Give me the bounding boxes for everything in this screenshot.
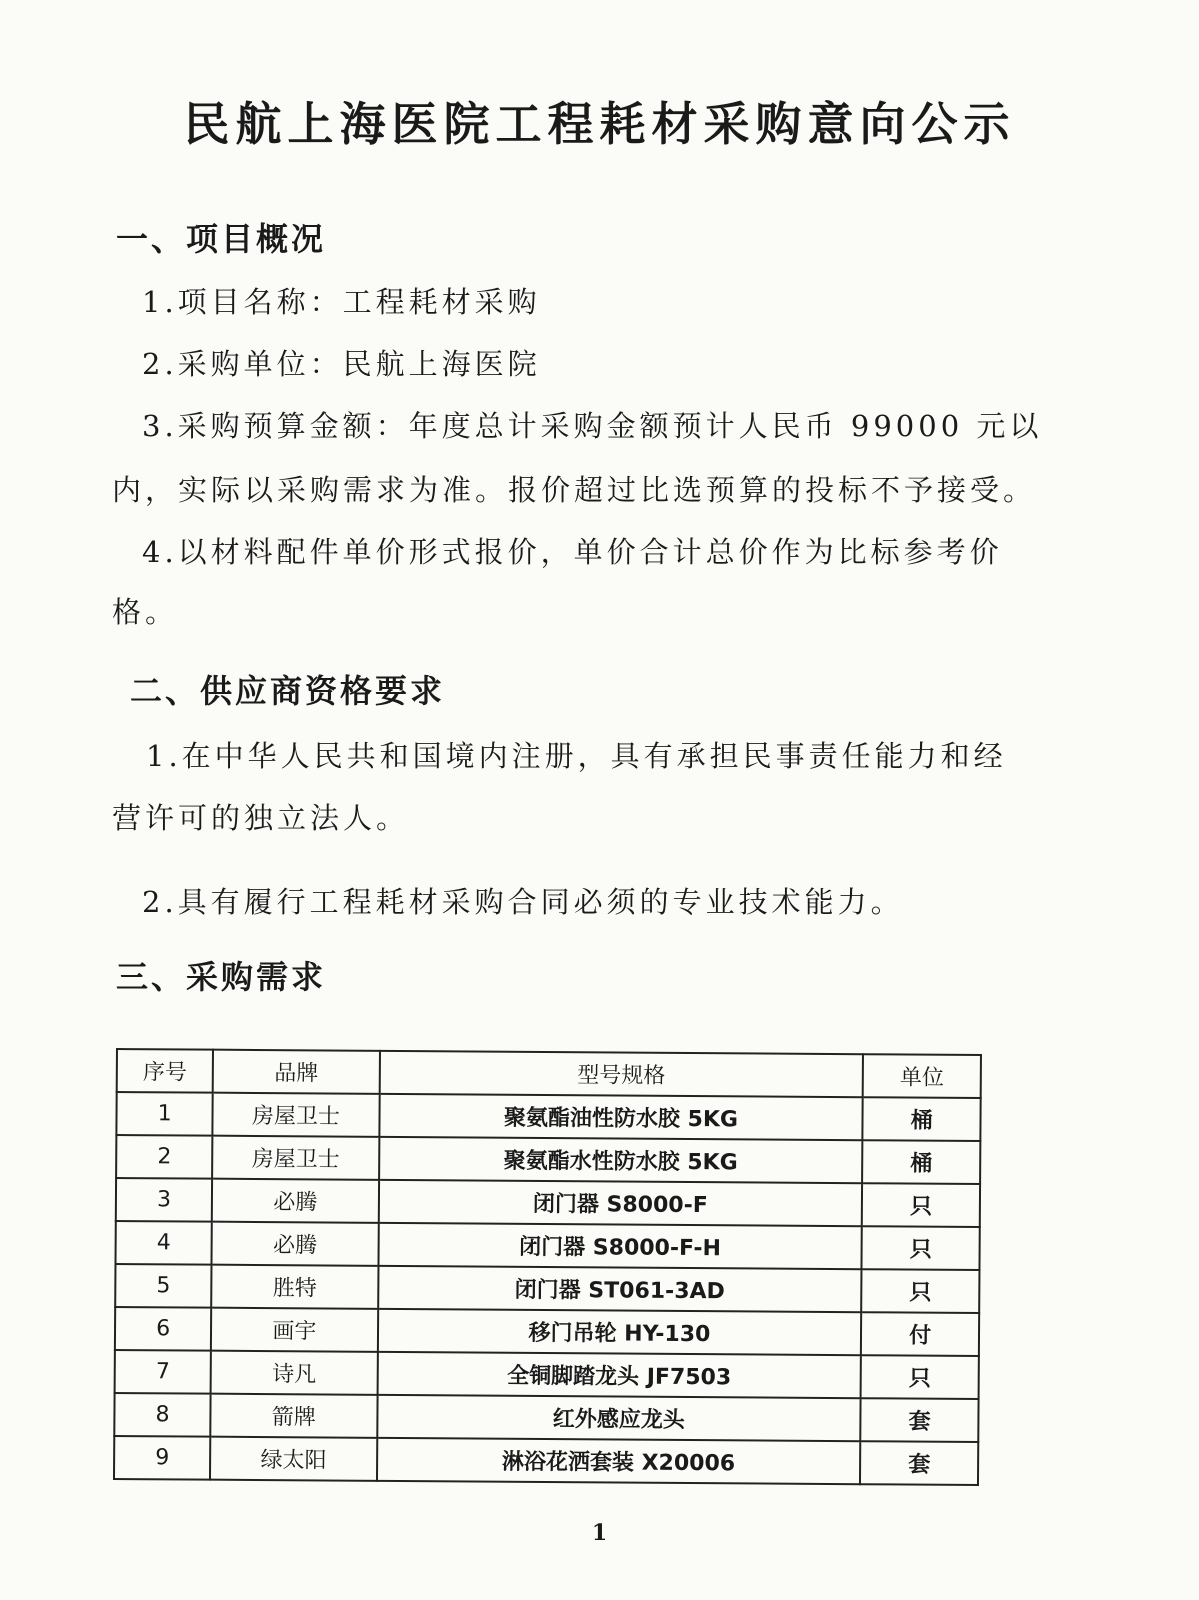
table-row [114, 1436, 978, 1485]
cell-no: 2 [116, 1135, 213, 1179]
table-row [115, 1307, 979, 1356]
col-header-unit: 单位 [863, 1054, 981, 1098]
table-row [116, 1135, 980, 1184]
budget-line2: 内，实际以采购需求为准。报价超过比选预算的投标不予接受。 [112, 473, 1037, 507]
cell-unit: 只 [861, 1355, 979, 1399]
qualification-2: 2.具有履行工程耗材采购合同必须的专业技术能力。 [142, 885, 904, 919]
budget-line1: 3.采购预算金额：年度总计采购金额预计人民币 99000 元以 [142, 409, 1043, 443]
section1-heading: 一、项目概况 [116, 220, 327, 258]
cell-spec: 闭门器 ST061-3AD [378, 1266, 862, 1312]
cell-unit: 桶 [863, 1097, 981, 1141]
table-row [114, 1393, 978, 1442]
cell-unit: 只 [862, 1183, 980, 1227]
cell-spec: 全铜脚踏龙头 JF7503 [377, 1352, 861, 1398]
cell-spec: 聚氨酯油性防水胶 5KG [379, 1094, 863, 1140]
cell-spec: 移门吊轮 HY-130 [377, 1309, 861, 1355]
cell-brand: 房屋卫士 [213, 1093, 380, 1137]
cell-spec: 闭门器 S8000-F-H [378, 1223, 862, 1269]
quote-line1: 4.以材料配件单价形式报价，单价合计总价作为比标参考价 [142, 535, 1003, 569]
cell-brand: 胜特 [211, 1265, 378, 1309]
cell-unit: 套 [860, 1441, 978, 1485]
cell-no: 9 [114, 1436, 211, 1480]
cell-no: 1 [116, 1092, 213, 1136]
col-header-brand: 品牌 [213, 1050, 380, 1094]
col-header-spec: 型号规格 [379, 1051, 863, 1097]
cell-brand: 必腾 [212, 1179, 379, 1223]
col-header-no: 序号 [117, 1049, 214, 1093]
cell-brand: 必腾 [212, 1222, 379, 1266]
cell-no: 8 [114, 1393, 211, 1437]
table-header-row [117, 1049, 981, 1098]
page-title: 民航上海医院工程耗材采购意向公示 [183, 97, 1016, 151]
requirements-table [113, 1048, 982, 1486]
cell-brand: 诗凡 [211, 1351, 378, 1395]
cell-spec: 红外感应龙头 [377, 1395, 861, 1441]
cell-no: 7 [115, 1350, 212, 1394]
table-row [116, 1178, 980, 1227]
cell-spec: 聚氨酯水性防水胶 5KG [379, 1137, 863, 1183]
project-name: 1.项目名称：工程耗材采购 [142, 285, 541, 319]
purchasing-unit: 2.采购单位：民航上海医院 [142, 347, 541, 381]
cell-spec: 淋浴花洒套装 X20006 [377, 1438, 861, 1484]
page-number: 1 [591, 1520, 608, 1546]
cell-unit: 只 [861, 1269, 979, 1313]
cell-unit: 桶 [862, 1140, 980, 1184]
table-row [115, 1221, 979, 1270]
cell-spec: 闭门器 S8000-F [378, 1180, 862, 1226]
qualification-1-line2: 营许可的独立法人。 [112, 801, 410, 835]
cell-no: 5 [115, 1264, 212, 1308]
cell-no: 6 [115, 1307, 212, 1351]
cell-brand: 箭牌 [211, 1394, 378, 1438]
section2-heading: 二、供应商资格要求 [130, 672, 446, 710]
cell-brand: 房屋卫士 [212, 1136, 379, 1180]
cell-unit: 付 [861, 1312, 979, 1356]
table-row [116, 1092, 980, 1141]
cell-unit: 只 [862, 1226, 980, 1270]
cell-unit: 套 [861, 1398, 979, 1442]
cell-no: 4 [115, 1221, 212, 1265]
cell-brand: 绿太阳 [210, 1437, 377, 1481]
table-row [115, 1350, 979, 1399]
cell-brand: 画宇 [211, 1308, 378, 1352]
cell-no: 3 [116, 1178, 213, 1222]
quote-line2: 格。 [112, 595, 179, 629]
section3-heading: 三、采购需求 [116, 958, 327, 996]
qualification-1-line1: 1.在中华人民共和国境内注册，具有承担民事责任能力和经 [146, 739, 1007, 773]
table-row [115, 1264, 979, 1313]
